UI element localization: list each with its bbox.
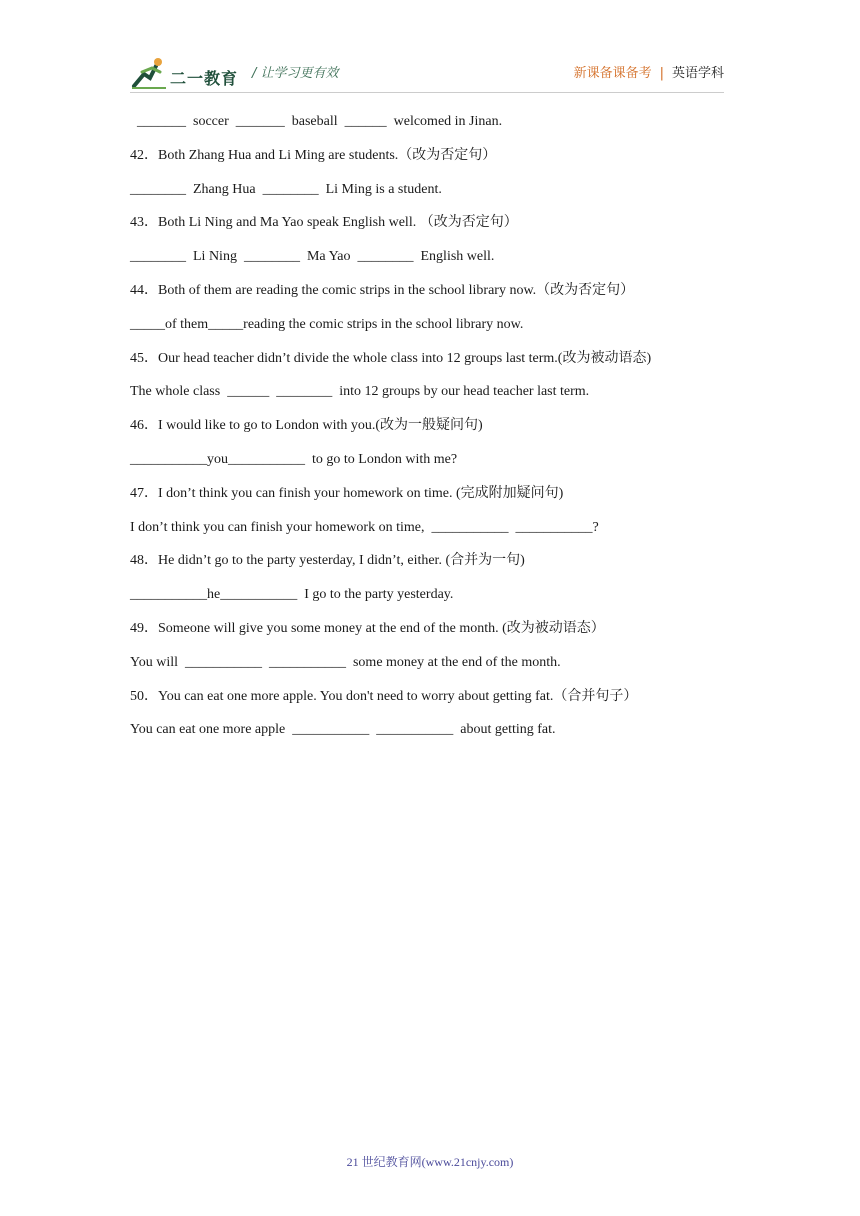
answer-line-49: You will ___________ ___________ some money at the end of the month. bbox=[130, 654, 561, 670]
question-42: 42．Both Zhang Hua and Li Ming are students.（改为否定句） bbox=[130, 147, 497, 163]
runner-logo-icon bbox=[130, 56, 170, 90]
answer-line-42: ________ Zhang Hua ________ Li Ming is a student. bbox=[130, 181, 442, 197]
header-divider bbox=[130, 92, 724, 93]
header-slogan: / 让学习更有效 bbox=[252, 66, 339, 81]
exercise-content bbox=[130, 111, 730, 753]
header-tagline: 新课备课备考 bbox=[573, 66, 652, 81]
answer-line-43: ________ Li Ning ________ Ma Yao ________ English well. bbox=[130, 249, 495, 265]
exercise-line: _______ soccer _______ baseball ______ welcomed in Jinan. bbox=[130, 114, 503, 129]
header-subject bbox=[574, 62, 724, 81]
answer-line-48: ___________he___________ I go to the party yesterday. bbox=[130, 587, 454, 603]
page-footer: 21 世纪教育网(www.21cnjy.com) bbox=[346, 1155, 514, 1169]
page-header bbox=[130, 52, 724, 92]
answer-line-45: The whole class ______ ________ into 12 groups by our head teacher last term. bbox=[130, 384, 590, 400]
header-separator: | bbox=[659, 66, 664, 81]
question-43: 43．Both Li Ning and Ma Yao speak English well. （改为否定句） bbox=[130, 215, 518, 231]
logo-text: 二一教育 bbox=[170, 69, 239, 88]
question-46: 46．I would like to go to London with you.(改为一般疑问句) bbox=[130, 418, 483, 434]
question-44: 44．Both of them are reading the comic strips in the school library now.（改为否定句） bbox=[130, 282, 635, 298]
answer-line-44: _____of them_____reading the comic strips in the school library now. bbox=[130, 316, 524, 332]
question-47: 47．I don’t think you can finish your homework on time. (完成附加疑问句) bbox=[130, 485, 564, 501]
answer-line-50: You can eat one more apple ___________ ___________ about getting fat. bbox=[130, 722, 556, 738]
answer-line-46: ___________you___________ to go to London with me? bbox=[130, 451, 458, 467]
answer-line-47: I don’t think you can finish your homework on time, ___________ ___________? bbox=[130, 519, 599, 535]
question-50: 50．You can eat one more apple. You don't need to worry about getting fat.（合并句子） bbox=[130, 688, 638, 704]
question-48: 48．He didn’t go to the party yesterday, I didn’t, either. (合并为一句) bbox=[130, 553, 525, 569]
logo bbox=[130, 56, 240, 90]
question-49: 49．Someone will give you some money at the end of the month. (改为被动语态） bbox=[130, 620, 605, 636]
question-45: 45．Our head teacher didn’t divide the whole class into 12 groups last term.(改为被动语态) bbox=[130, 350, 652, 366]
header-subject-label: 英语学科 bbox=[671, 66, 724, 81]
